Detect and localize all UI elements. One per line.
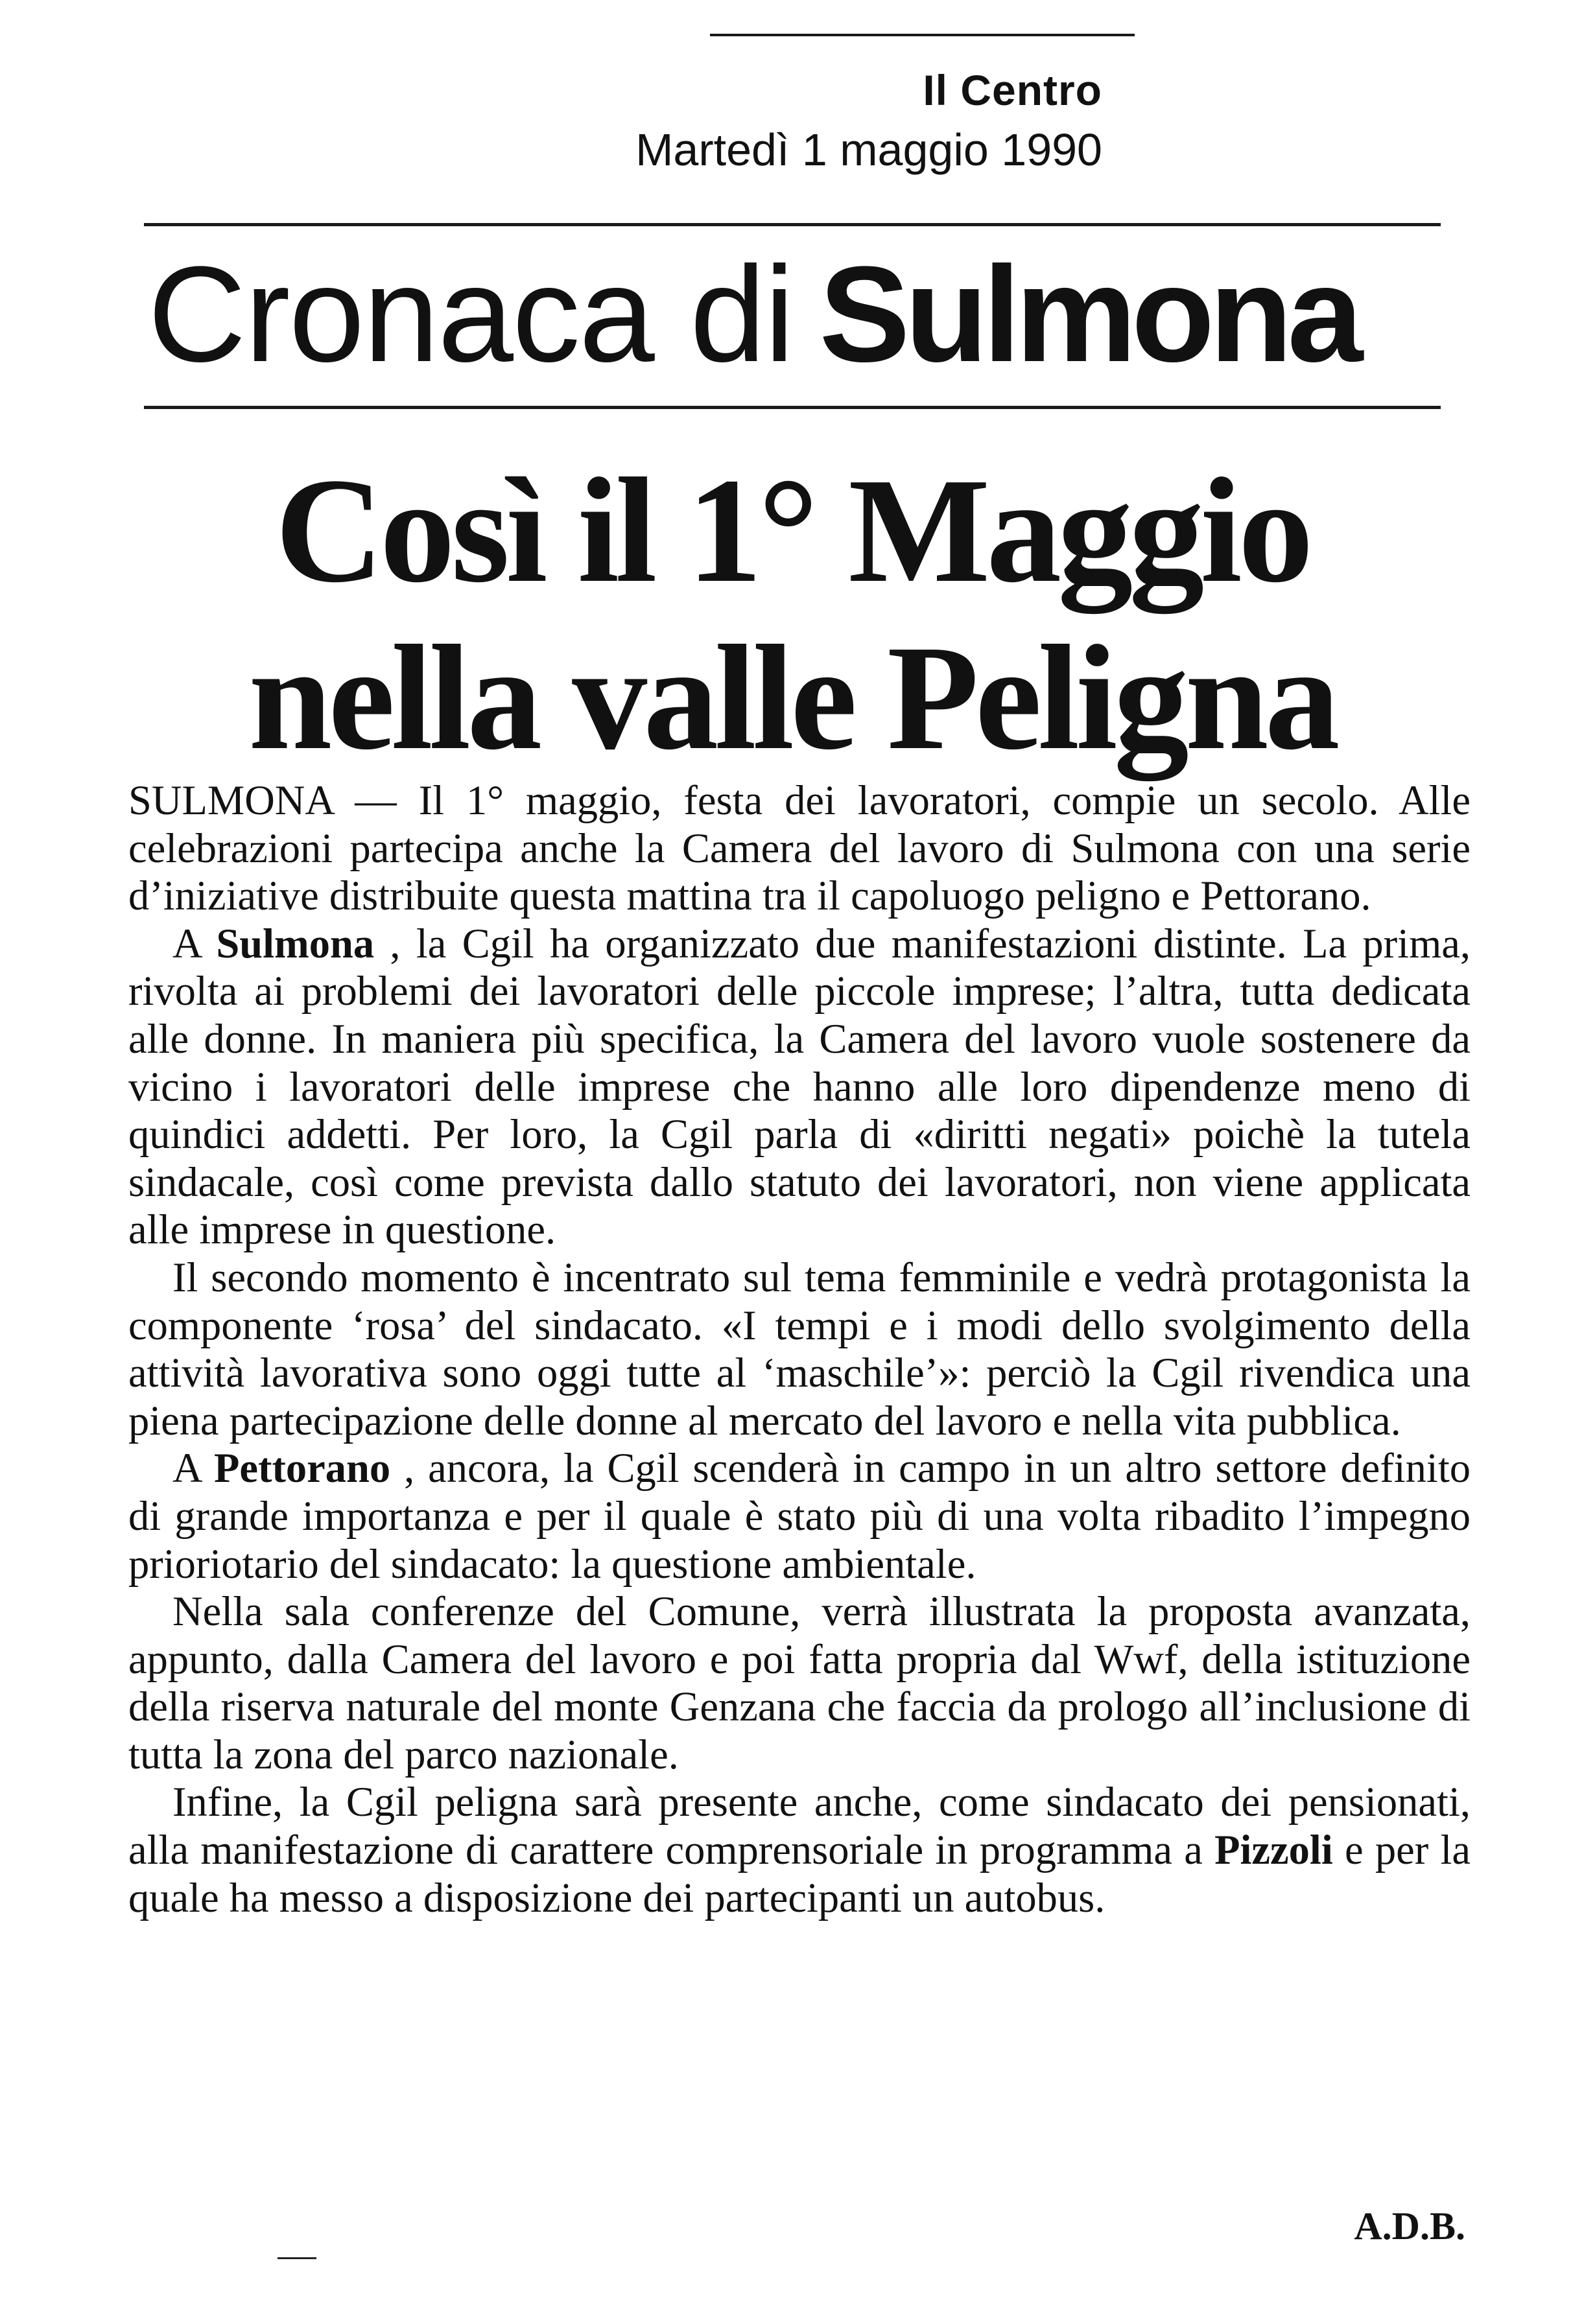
section-prefix: Cronaca di — [148, 238, 794, 390]
paragraph-text: , ancora, la Cgil scenderà in campo in un altro settore definito di grande importanza e per il quale è stato più di una volta ribadito l’impegno prioriotario del sindacato: la questione ambientale. — [128, 1445, 1471, 1587]
top-rule — [710, 34, 1135, 36]
section-rule-top — [144, 223, 1441, 226]
headline-line-1: Così il 1° Maggio — [275, 447, 1310, 614]
headline-line-2: nella valle Peligna — [248, 615, 1336, 781]
article-paragraph: Nella sala conferenze del Comune, verrà illustrata la proposta avanzata, appunto, dalla Camera del lavoro e poi fatta propria dal Wwf, della istituzione della riserva naturale del monte Genzana che faccia da prologo all’inclusione di tutta la zona del parco nazionale. — [128, 1588, 1471, 1778]
place-name: Pizzoli — [1214, 1827, 1333, 1873]
print-mark — [278, 2257, 316, 2259]
article-paragraph — [128, 1778, 1471, 1921]
paragraph-text: Infine, la Cgil peligna sarà presente anche, come sindacato dei pensionati, alla manifestazione di carattere comprensoriale in programma a — [128, 1779, 1471, 1873]
article-body — [128, 777, 1471, 1921]
masthead — [0, 0, 1584, 207]
place-name: Sulmona — [216, 920, 375, 967]
publication-date: Martedì 1 maggio 1990 — [635, 124, 1102, 175]
paragraph-text: , la Cgil ha organizzato due manifestazioni distinte. La prima, rivolta ai problemi dei lavoratori delle piccole imprese; l’altra, tutta dedicata alle donne. In maniera più specifica, la Camera del lavoro vuole sostenere da vicino i lavoratori delle imprese che hanno alle loro dipendenze meno di quindici addetti. Per loro, la Cgil parla di «diritti negati» poichè la tutela sindacale, così come prevista dallo statuto dei lavoratori, non viene applicata alle imprese in questione. — [128, 920, 1471, 1253]
author-signature: A.D.B. — [1354, 2205, 1465, 2248]
section-title — [148, 233, 1445, 402]
section-rule-bottom — [144, 406, 1441, 409]
paragraph-text: — Il 1° maggio, festa dei lavoratori, compie un secolo. Alle celebrazioni partecipa anche la Camera del lavoro di Sulmona con una serie d’iniziative distribuite questa mattina tra il capoluogo peligno e Pettorano. — [128, 777, 1471, 919]
article-paragraph — [128, 920, 1471, 1254]
section-city: Sulmona — [819, 238, 1358, 390]
headline — [144, 447, 1441, 782]
paragraph-lead: A — [172, 920, 217, 967]
article-paragraph — [128, 777, 1471, 920]
paragraph-text: e per la quale ha messo a disposizione dei partecipanti un autobus. — [128, 1827, 1471, 1921]
place-name: Pettorano — [213, 1445, 391, 1492]
paragraph-lead: A — [172, 1445, 214, 1492]
article-paragraph — [128, 1444, 1471, 1588]
article-paragraph: Il secondo momento è incentrato sul tema femminile e vedrà protagonista la componente ‘rosa’ del sindacato. «I tempi e i modi dello svolgimento della attività lavorativa sono oggi tutte al ‘maschile’»: perciò la Cgil rivendica una piena partecipazione delle donne al mercato del lavoro e nella vita pubblica. — [128, 1254, 1471, 1444]
newspaper-name: Il Centro — [923, 66, 1102, 114]
dateline: SULMONA — [128, 777, 333, 823]
